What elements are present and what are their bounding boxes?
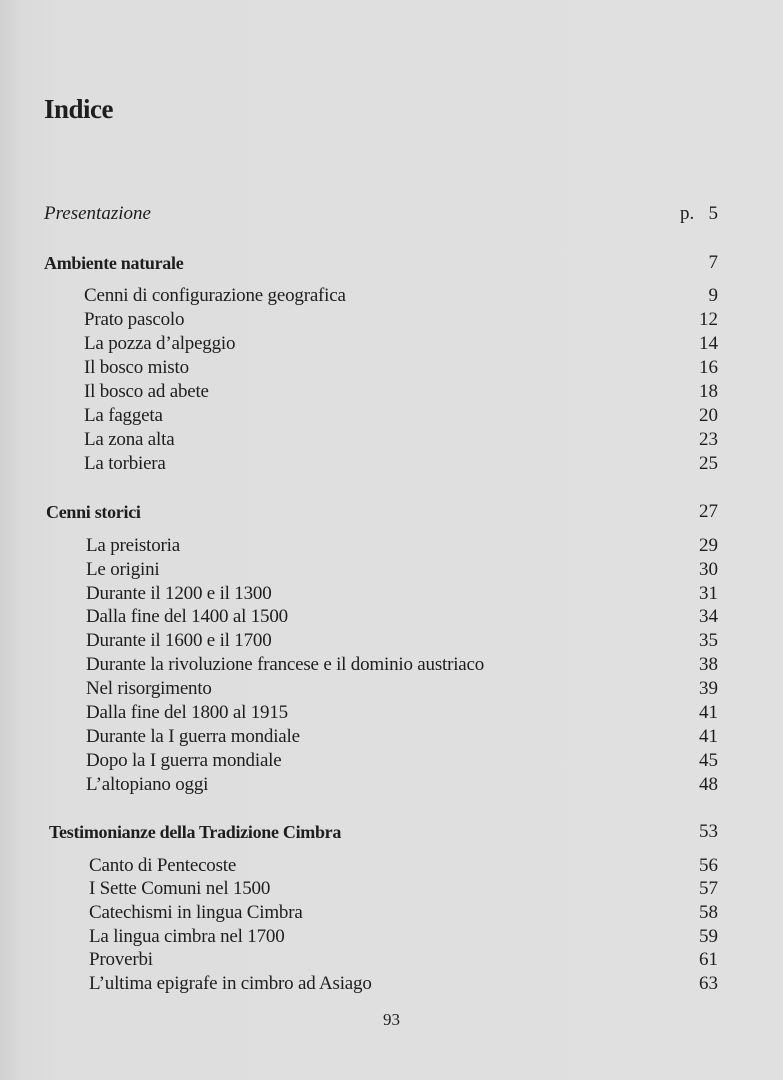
toc-entry-page: 29 (699, 535, 718, 556)
page-number: 93 (383, 1010, 400, 1029)
toc-entry-page: 56 (699, 855, 718, 876)
toc-entry-label: Catechismi in lingua Cimbra (89, 902, 303, 923)
toc-section-page: 7 (708, 252, 718, 273)
toc-entry-label: Nel risorgimento (86, 678, 212, 699)
toc-entry-label: La faggeta (84, 405, 163, 426)
toc-presentation-page: p. 5 (680, 203, 718, 224)
toc-entry-page: 63 (699, 973, 718, 994)
page-title: Indice (44, 94, 114, 124)
toc-entry-label: La torbiera (84, 453, 166, 474)
toc-entry-page: 38 (699, 654, 718, 675)
toc-entry-label: La lingua cimbra nel 1700 (89, 926, 285, 947)
toc-entry (86, 773, 718, 797)
toc-entry-label: I Sette Comuni nel 1500 (89, 878, 271, 899)
toc-entry (84, 380, 718, 404)
toc-entry (84, 308, 718, 332)
toc-section-cenni-storici (46, 500, 718, 524)
toc-entry-page: 58 (699, 902, 718, 923)
toc-entry (86, 558, 718, 582)
toc-section-page: 53 (699, 821, 718, 842)
toc-entry-page: 41 (699, 726, 718, 747)
toc-entry-label: Durante la I guerra mondiale (86, 726, 300, 747)
toc-entry (89, 854, 718, 878)
toc-entry-label: Canto di Pentecoste (89, 855, 237, 876)
toc-entry-label: La preistoria (86, 535, 180, 556)
toc-entry-label: Durante il 1200 e il 1300 (86, 583, 272, 604)
toc-entry (84, 332, 718, 356)
toc-entry-page: 41 (699, 702, 718, 723)
toc-entry-page: 12 (699, 309, 718, 330)
toc-entry-page: 30 (699, 559, 718, 580)
toc-entry (84, 452, 718, 476)
toc-entry-page: 20 (699, 405, 718, 426)
toc-entry-label: L’altopiano oggi (86, 774, 209, 795)
toc-section-ambiente-naturale (44, 251, 718, 275)
toc-entry-page: 48 (699, 774, 718, 795)
toc-entry (89, 948, 718, 972)
toc-entry (89, 877, 718, 901)
toc-entry-page: 45 (699, 750, 718, 771)
toc-entry-label: Dalla fine del 1800 al 1915 (86, 702, 288, 723)
toc-entry (89, 925, 718, 949)
toc-entry (84, 404, 718, 428)
toc-entry (86, 653, 718, 677)
toc-entry-label: Proverbi (89, 949, 153, 970)
toc-entry-label: Dalla fine del 1400 al 1500 (86, 606, 288, 627)
toc-entry (86, 582, 718, 606)
toc-entry (86, 534, 718, 558)
toc-entry-page: 57 (699, 878, 718, 899)
toc-entry-page: 35 (699, 630, 718, 651)
toc-entry (86, 677, 718, 701)
toc-entry-label: Durante la rivoluzione francese e il dominio austriaco (86, 654, 485, 675)
toc-entry-page: 61 (699, 949, 718, 970)
toc-entry (86, 605, 718, 629)
toc-entry (84, 428, 718, 452)
toc-entry (89, 972, 718, 996)
toc-entry-label: Le origini (86, 559, 160, 580)
toc-entry-label: Il bosco misto (84, 357, 189, 378)
toc-entry-label: Cenni di configurazione geografica (84, 285, 346, 306)
toc-entry (89, 901, 718, 925)
toc-section-title: Ambiente naturale (44, 253, 184, 273)
toc-presentation (44, 202, 718, 226)
toc-entry-page: 59 (699, 926, 718, 947)
toc-entry-label: Prato pascolo (84, 309, 185, 330)
toc-entry (84, 284, 718, 308)
toc-section-title: Testimonianze della Tradizione Cimbra (49, 822, 342, 842)
toc-section-page: 27 (699, 501, 718, 522)
toc-section-testimonianze (49, 820, 718, 844)
toc-entry-page: 9 (708, 285, 718, 306)
toc-entry (86, 725, 718, 749)
toc-entry-label: L’ultima epigrafe in cimbro ad Asiago (89, 973, 372, 994)
toc-entry (86, 629, 718, 653)
toc-entry-label: Dopo la I guerra mondiale (86, 750, 282, 771)
toc-entry-label: La zona alta (84, 429, 175, 450)
toc-entry-label: Durante il 1600 e il 1700 (86, 630, 272, 651)
toc-entry (84, 356, 718, 380)
toc-entry-page: 25 (699, 453, 718, 474)
toc-entry-page: 18 (699, 381, 718, 402)
toc-entry-label: Il bosco ad abete (84, 381, 209, 402)
toc-entry-page: 34 (699, 606, 718, 627)
toc-entry-page: 23 (699, 429, 718, 450)
toc-entry-page: 31 (699, 583, 718, 604)
toc-section-title: Cenni storici (46, 502, 141, 522)
toc-entry-page: 14 (699, 333, 718, 354)
toc-entry-page: 16 (699, 357, 718, 378)
toc-entry (86, 701, 718, 725)
toc-entry-label: La pozza d’alpeggio (84, 333, 236, 354)
toc-entry-page: 39 (699, 678, 718, 699)
toc-entry (86, 749, 718, 773)
toc-presentation-label: Presentazione (44, 203, 151, 224)
